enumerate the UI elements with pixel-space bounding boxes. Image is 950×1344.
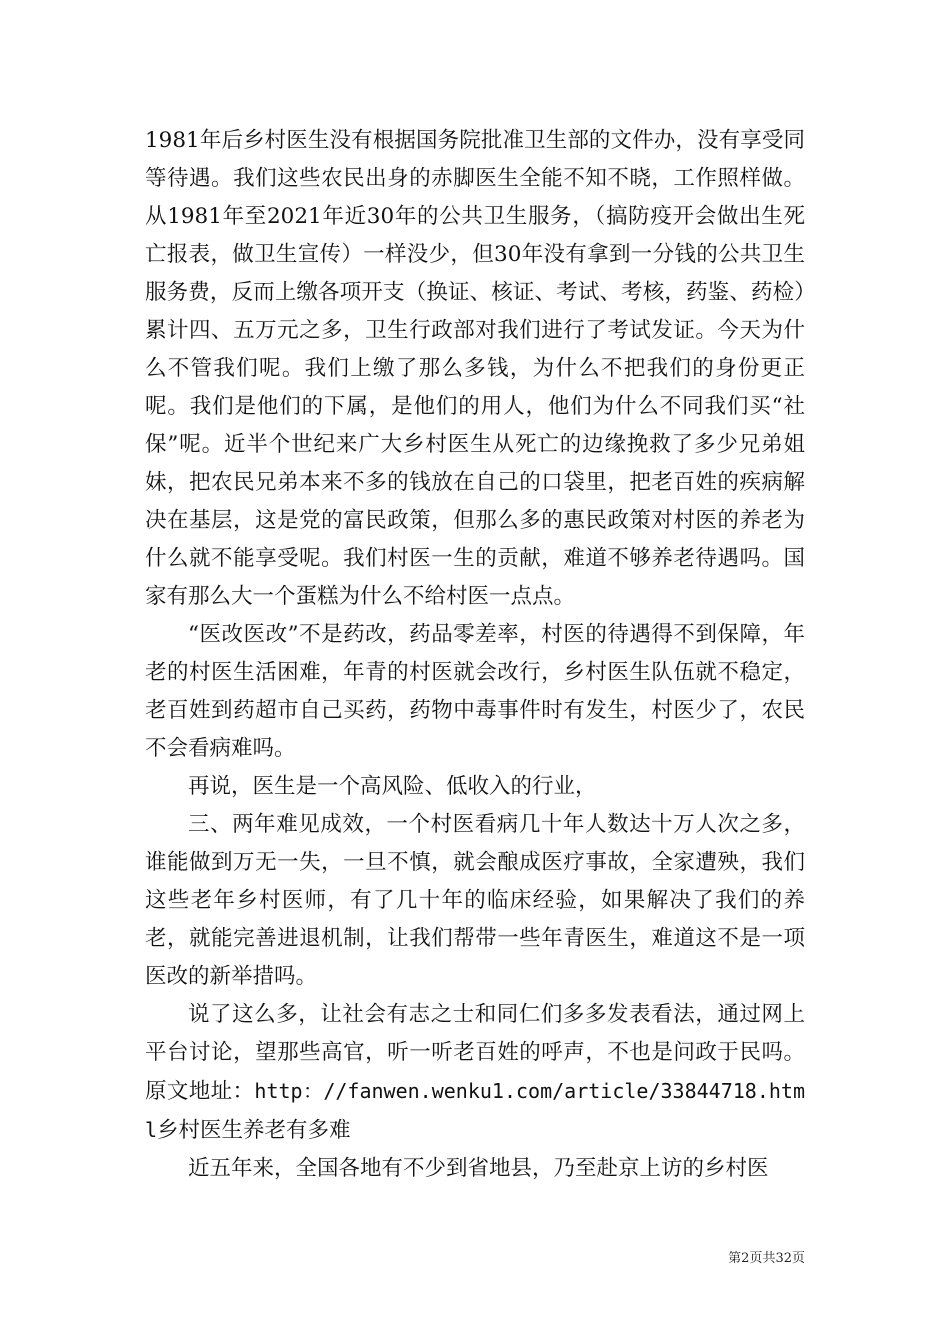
article-title-inline: 乡村医生养老有多难 — [157, 1118, 351, 1143]
paragraph-5-text: 说了这么多，让社会有志之士和同仁们多多发表看法，通过网上平台讨论，望那些高官，听一听老百姓的呼声，不也是问政于民吗。原文地址： — [145, 1002, 805, 1104]
paragraph-3: 再说，医生是一个高风险、低收入的行业， — [188, 774, 597, 799]
page-footer — [0, 1247, 950, 1266]
paragraph-6: 近五年来，全国各地有不少到省地县，乃至赴京上访的乡村医 — [188, 1156, 769, 1181]
paragraph-4: 三、两年难见成效，一个村医看病几十年人数达十万人次之多，谁能做到万无一失，一旦不慎，就会酿成医疗事故，全家遭殃，我们这些老年乡村医师，有了几十年的临床经验，如果解决了我们的养老，就能完善进退机制，让我们帮带一些年青医生，难道这不是一项医改的新举措吗。 — [145, 812, 805, 989]
page-number-label: 第2页共32页 — [728, 1251, 805, 1266]
source-url: http：//fanwen.wenku1.com/article/33844718.html — [145, 1079, 805, 1142]
paragraph-1: 1981年后乡村医生没有根据国务院批准卫生部的文件办，没有享受同等待遇。我们这些农民出身的赤脚医生全能不知不晓，工作照样做。从1981年至2021年近30年的公共卫生服务，（搞防疫开会做出生死亡报表，做卫生宣传）一样没少，但30年没有拿到一分钱的公共卫生服务费，反而上缴各项开支（换证、核证、考试、考核，药鉴、药检）累计四、五万元之多，卫生行政部对我们进行了考试发证。今天为什么不管我们呢。我们上缴了那么多钱，为什么不把我们的身份更正呢。我们是他们的下属，是他们的用人，他们为什么不同我们买“社保”呢。近半个世纪来广大乡村医生从死亡的边缘挽救了多少兄弟姐妹，把农民兄弟本来不多的钱放在自己的口袋里，把老百姓的疾病解决在基层，这是党的富民政策，但那么多的惠民政策对村医的养老为什么就不能享受呢。我们村医一生的贡献，难道不够养老待遇吗。国家有那么大一个蛋糕为什么不给村医一点点。 — [145, 128, 805, 609]
paragraph-5 — [145, 996, 805, 1150]
paragraph-2: “医改医改”不是药改，药品零差率，村医的待遇得不到保障，年老的村医生活困难，年青的村医就会改行，乡村医生队伍就不稳定，老百姓到药超市自己买药，药物中毒事件时有发生，村医少了，农民不会看病难吗。 — [145, 622, 805, 761]
document-body — [145, 122, 805, 1188]
